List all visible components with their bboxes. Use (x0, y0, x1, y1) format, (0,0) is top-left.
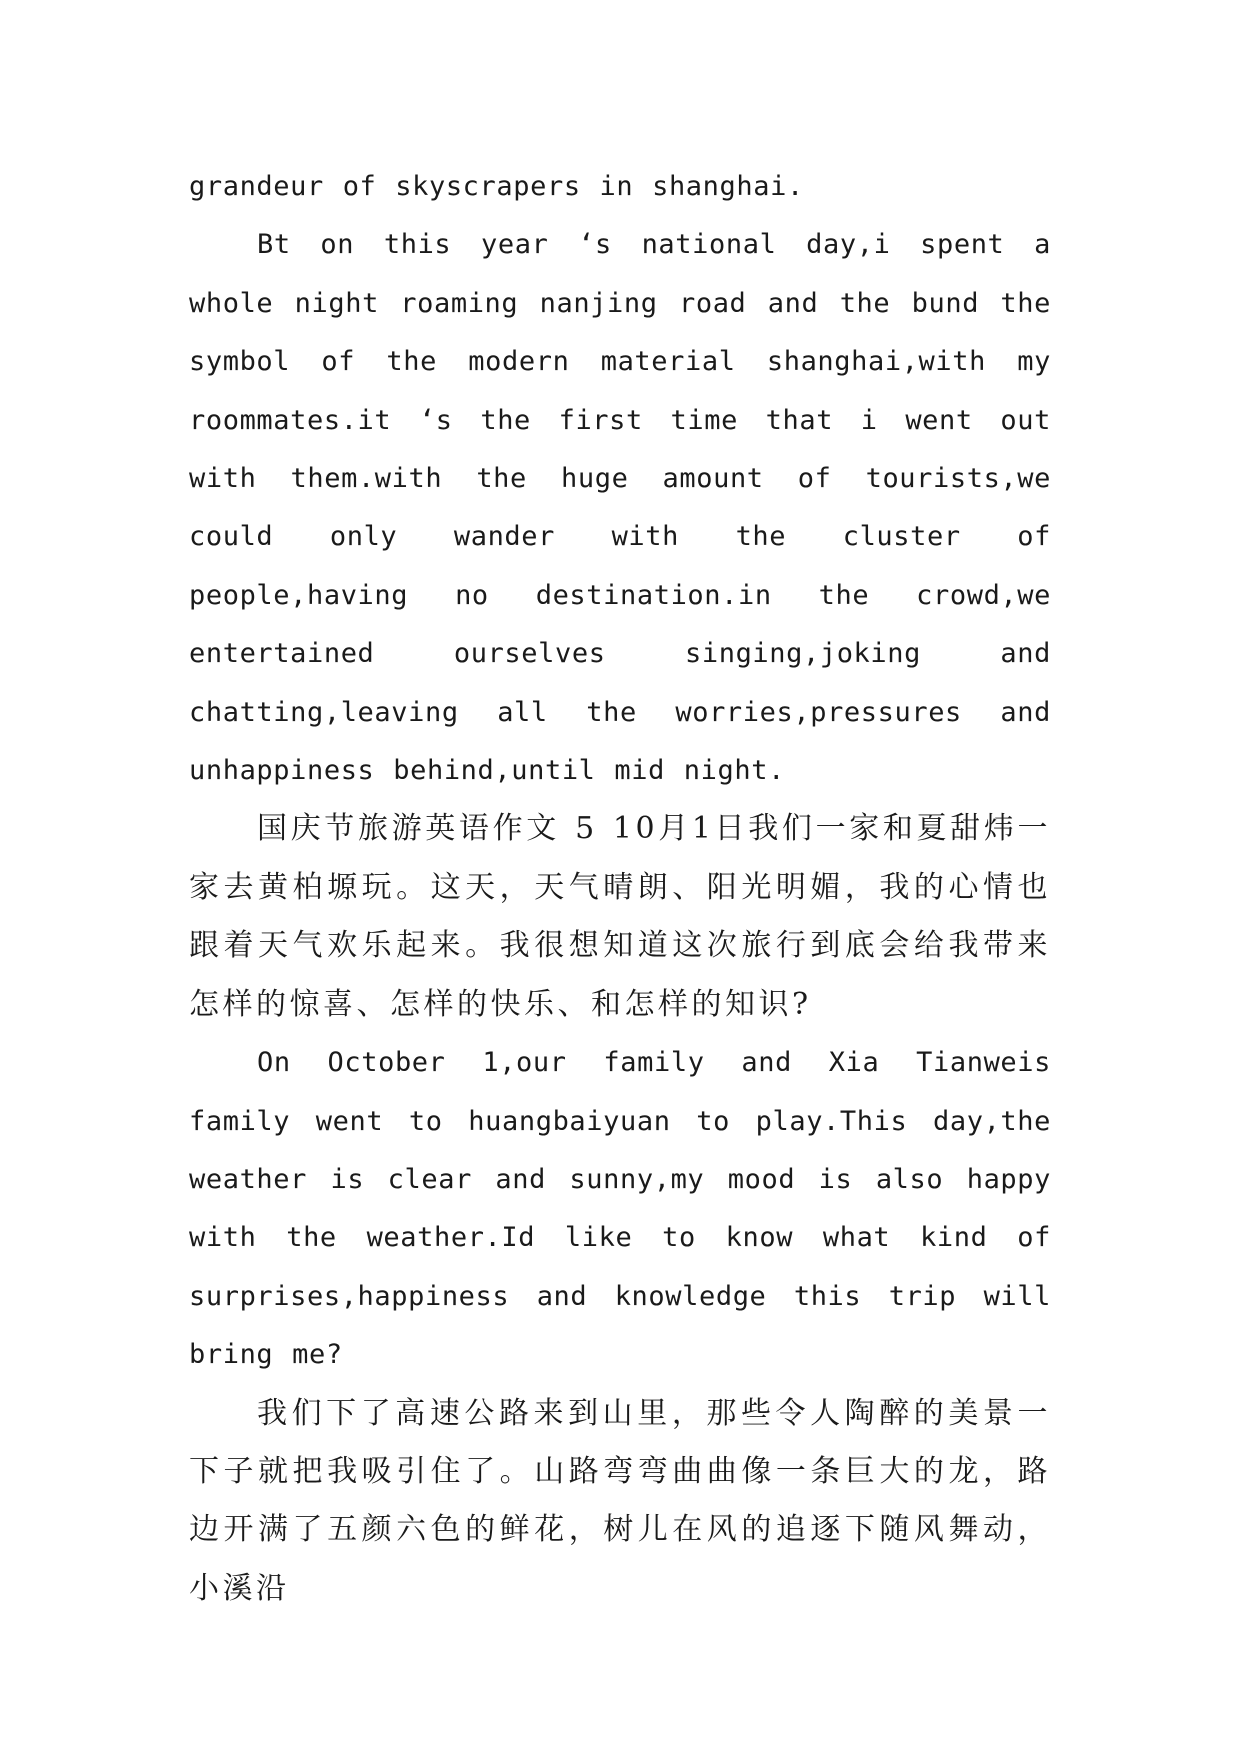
paragraph-national-day-night: Bt on this year ‘s national day,i spent a whole night roaming nanjing road and the bund the symbol of the modern material shanghai,with my roommates.it ‘s the first time that i went out with them.with the huge amount of tourists,we could only wander with the cluster of people,having no destination.in the crowd,we entertained ourselves singing,joking and chatting,leaving all the worries,pressures and unhappiness behind,until mid night. (189, 229, 1051, 787)
paragraph-essay-5-chinese: 国庆节旅游英语作文 5 10月1日我们一家和夏甜炜一家去黄柏塬玩。这天，天气晴朗、阳光明媚，我的心情也跟着天气欢乐起来。我很想知道这次旅行到底会给我带来怎样的惊喜、怎样的快乐、和怎样的知识? (189, 811, 1051, 1022)
document-body (189, 158, 1051, 1618)
paragraph-essay-5-english: On October 1,our family and Xia Tianweis family went to huangbaiyuan to play.This day,the weather is clear and sunny,my mood is also happy with the weather.Id like to know what kind of surprises,happiness and knowledge this trip will bring me? (189, 1047, 1051, 1371)
paragraph-mountain-road-chinese: 我们下了高速公路来到山里，那些令人陶醉的美景一下子就把我吸引住了。山路弯弯曲曲像一条巨大的龙，路边开满了五颜六色的鲜花，树儿在风的追逐下随风舞动，小溪沿 (189, 1395, 1051, 1606)
paragraph-continuation: grandeur of skyscrapers in shanghai. (189, 171, 804, 202)
